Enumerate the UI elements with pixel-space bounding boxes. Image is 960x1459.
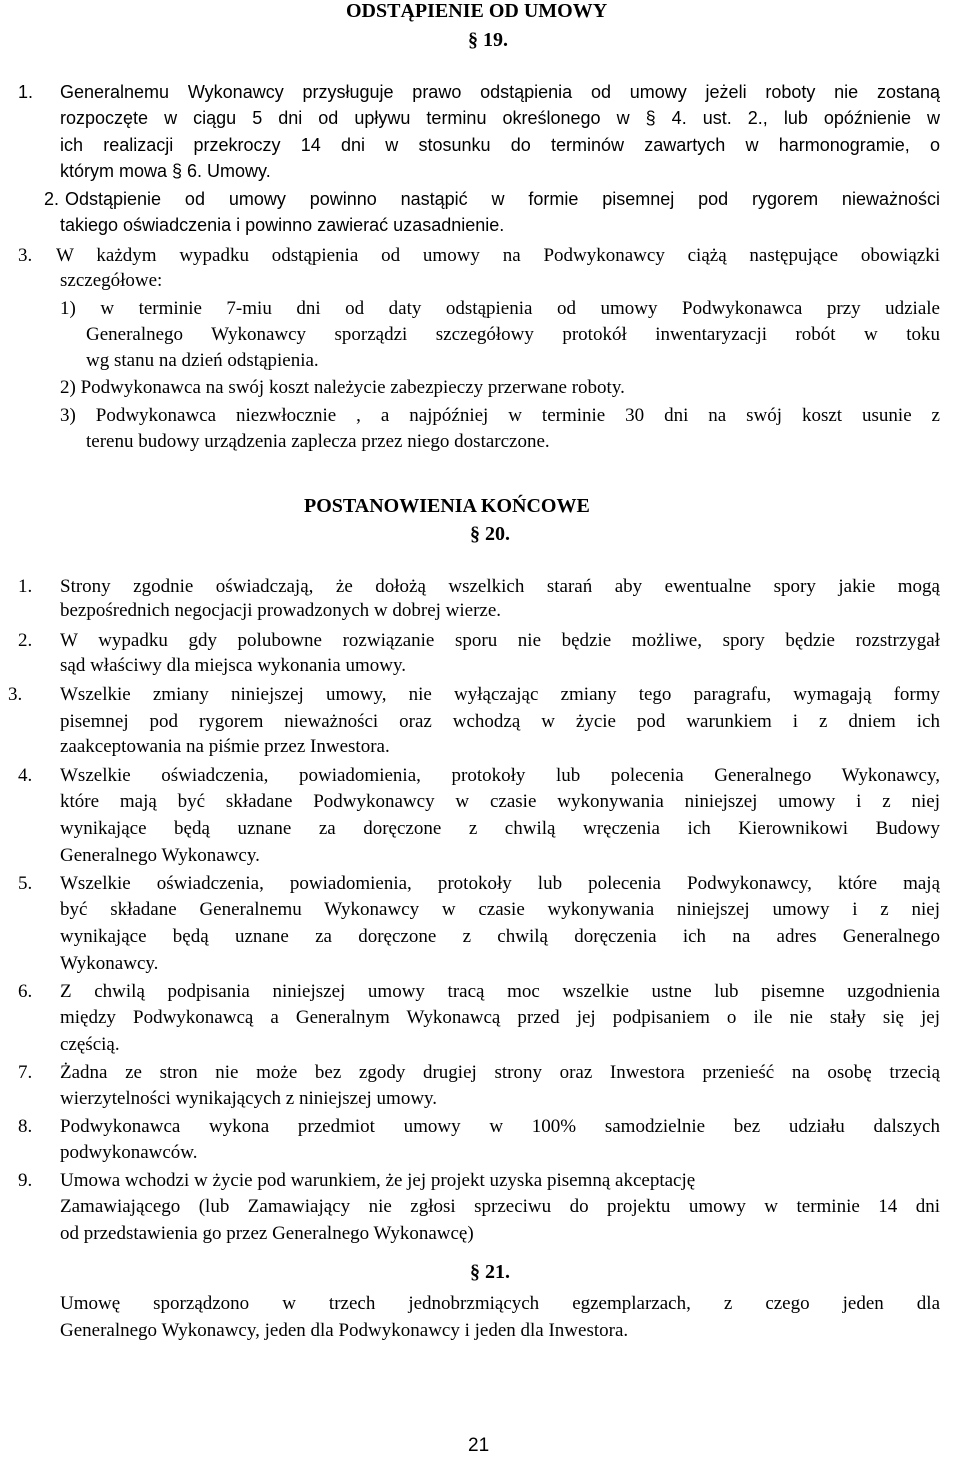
page-number: 21 [468, 1435, 490, 1456]
s20-item-line: Umowa wchodzi w życie pod warunkiem, że jej projekt uzyska pisemną akceptację [60, 1170, 696, 1191]
s20-item-line: zaakceptowania na piśmie przez Inwestora. [60, 736, 390, 757]
s20-item-line: Zamawiającego (lub Zamawiający nie zgłosi sprzeciwu do projektu umowy w terminie 14 dni [60, 1196, 940, 1217]
s20-item-number: 7. [18, 1062, 33, 1083]
s19-p3-sub1-line: Generalnego Wykonawcy sporządzi szczegółowy protokół inwentaryzacji robót w toku [86, 324, 940, 345]
s20-item-number: 6. [18, 981, 33, 1002]
s20-item-line: wierzytelności wynikających z niniejszej umowy. [60, 1088, 438, 1109]
s20-item-number: 8. [18, 1116, 33, 1137]
s20-item-number: 5. [18, 873, 33, 894]
s20-item-line: Z chwilą podpisania niniejszej umowy tracą moc wszelkie ustne lub pisemne uzgodnienia [60, 981, 940, 1002]
s20-item-line: podwykonawców. [60, 1142, 198, 1163]
section-21-number: § 21. [470, 1261, 510, 1283]
s20-item-number: 3. [8, 684, 23, 705]
s19-p1-line: rozpoczęte w ciągu 5 dni od upływu terminu określonego w § 4. ust. 2., lub opóźnienie w [60, 108, 940, 128]
s20-item-line: pisemnej pod rygorem nieważności oraz wchodzą w życie pod warunkiem i z dniem ich [60, 711, 940, 732]
s19-p2-line: Odstąpienie od umowy powinno nastąpić w formie pisemnej pod rygorem nieważności [65, 189, 940, 209]
s20-item-line: Podwykonawca wykona przedmiot umowy w 100% samodzielnie bez udziału dalszych [60, 1116, 940, 1137]
s19-p1-line: Generalnemu Wykonawcy przysługuje prawo odstąpienia od umowy jeżeli roboty nie zostaną [60, 82, 940, 102]
s20-item-number: 4. [18, 765, 33, 786]
s19-p3-sub2-line: 2) Podwykonawca na swój koszt należycie zabezpieczy przerwane roboty. [60, 377, 625, 398]
s19-p3-sub1-line: wg stanu na dzień odstąpienia. [86, 350, 319, 371]
s20-item-line: od przedstawienia go przez Generalnego Wykonawcę) [60, 1223, 474, 1244]
s20-item-line: wynikające będą uznane za doręczone z chwilą wręczenia ich Kierownikowi Budowy [60, 818, 940, 839]
s20-item-line: sąd właściwy dla miejsca wykonania umowy. [60, 655, 406, 676]
s19-p1-number: 1. [18, 82, 34, 102]
s19-p3-sub3-line: 3) Podwykonawca niezwłocznie , a najpóźniej w terminie 30 dni na swój koszt usunie z [60, 405, 940, 426]
s20-item-line: bezpośrednich negocjacji prowadzonych w dobrej wierze. [60, 600, 502, 621]
s20-item-number: 1. [18, 576, 33, 597]
s19-p3-sub1-line: 1) w terminie 7-miu dni od daty odstąpienia od umowy Podwykonawca przy udziale [60, 298, 940, 319]
s20-item-line: między Podwykonawcą a Generalnym Wykonawcą przed jej podpisaniem o ile nie stały się jej [60, 1007, 940, 1028]
s20-item-line: Wszelkie zmiany niniejszej umowy, nie wyłączając zmiany tego paragrafu, wymagają formy [60, 684, 940, 705]
s20-item-line: być składane Generalnemu Wykonawcy w czasie wykonywania niniejszej umowy i z niej [60, 899, 940, 920]
s21-line: Generalnego Wykonawcy, jeden dla Podwykonawcy i jeden dla Inwestora. [60, 1320, 629, 1341]
s20-item-line: które mają być składane Podwykonawcy w czasie wykonywania niniejszej umowy i z niej [60, 791, 940, 812]
s21-line: Umowę sporządzono w trzech jednobrzmiących egzemplarzach, z czego jeden dla [60, 1293, 940, 1314]
s20-item-line: Wszelkie oświadczenia, powiadomienia, protokoły lub polecenia Generalnego Wykonawcy, [60, 765, 940, 786]
s20-item-line: Żadna ze stron nie może bez zgody drugiej strony oraz Inwestora przenieść na osobę trzecią [60, 1062, 940, 1083]
s20-item-line: W wypadku gdy polubowne rozwiązanie sporu nie będzie możliwe, spory będzie rozstrzygał [60, 630, 940, 651]
section-20-number: § 20. [470, 523, 510, 545]
s19-p3-line: W każdym wypadku odstąpienia od umowy na Podwykonawcy ciążą następujące obowiązki [56, 245, 940, 266]
s20-item-number: 9. [18, 1170, 33, 1191]
s20-item-number: 2. [18, 630, 33, 651]
s20-item-line: wynikające będą uznane za doręczone z chwilą doręczenia ich na adres Generalnego [60, 926, 940, 947]
s19-p3-number: 3. [18, 245, 33, 266]
s19-p1-line: ich realizacji przekroczy 14 dni w stosunku do terminów zawartych w harmonogramie, o [60, 135, 940, 155]
s20-item-line: Strony zgodnie oświadczają, że dołożą wszelkich starań aby ewentualne spory jakie mogą [60, 576, 940, 597]
s20-item-line: Wszelkie oświadczenia, powiadomienia, protokoły lub polecenia Podwykonawcy, które mają [60, 873, 940, 894]
section-20-title: POSTANOWIENIA KOŃCOWE [304, 495, 590, 517]
s19-p3-sub3-line: terenu budowy urządzenia zaplecza przez niego dostarczone. [86, 431, 550, 452]
s19-p1-line: którym mowa § 6. Umowy. [60, 161, 271, 181]
s20-item-line: Wykonawcy. [60, 953, 159, 974]
section-19-number: § 19. [468, 29, 508, 51]
s19-p3-line: szczegółowe: [60, 270, 163, 291]
s19-p2-line: takiego oświadczenia i powinno zawierać uzasadnienie. [60, 215, 505, 235]
s20-item-line: Generalnego Wykonawcy. [60, 845, 260, 866]
s19-p2-number: 2. [44, 189, 60, 209]
section-19-title: ODSTĄPIENIE OD UMOWY [346, 0, 608, 22]
s20-item-line: częścią. [60, 1034, 120, 1055]
